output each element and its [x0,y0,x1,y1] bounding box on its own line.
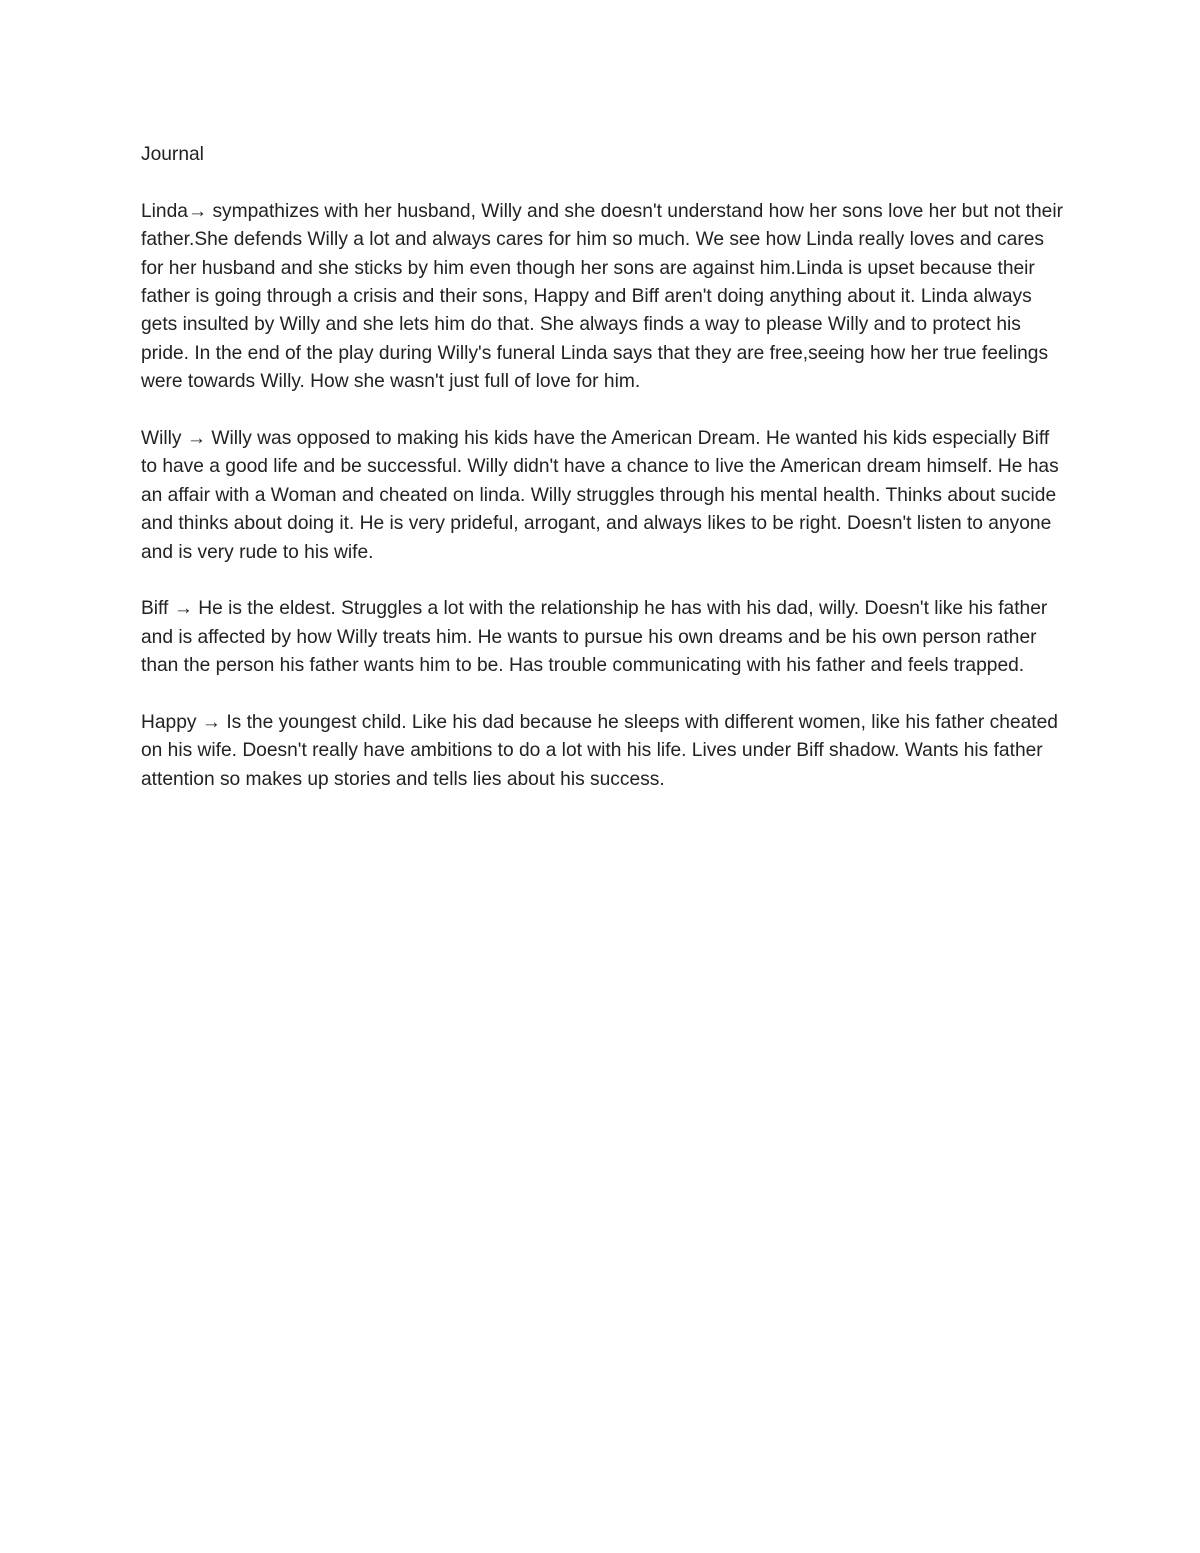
paragraph-willy: Willy → Willy was opposed to making his kids have the American Dream. He wanted his kids especially Biff to have a good life and be successful. Willy didn't have a chance to live the American dream himself. He has an affair with a Woman and cheated on linda. Willy struggles through his mental health. Thinks about sucide and thinks about doing it. He is very prideful, arrogant, and always likes to be right. Doesn't listen to anyone and is very rude to his wife. [141,428,1059,563]
paragraph-happy: Happy → Is the youngest child. Like his dad because he sleeps with different women, like his father cheated on his wife. Doesn't really have ambitions to do a lot with his life. Lives under Biff shadow. Wants his father attention so makes up stories and tells lies about his success. [141,712,1058,790]
paragraph-linda: Linda→ sympathizes with her husband, Willy and she doesn't understand how her sons love her but not their father.She defends Willy a lot and always cares for him so much. We see how Linda really loves and cares for her husband and she sticks by him even though her sons are against him.Linda is upset because their father is going through a crisis and their sons, Happy and Biff aren't doing anything about it. Linda always gets insulted by Willy and she lets him do that. She always finds a way to please Willy and to protect his pride. In the end of the play during Willy's funeral Linda says that they are free,seeing how her true feelings were towards Willy. How she wasn't just full of love for him. [141,200,1063,393]
paragraph-biff: Biff → He is the eldest. Struggles a lot with the relationship he has with his dad, willy. Doesn't like his father and is affected by how Willy treats him. He wants to pursue his own dreams and be his own person rather than the person his father wants him to be. Has trouble communicating with his father and feels trapped. [141,598,1048,677]
document-title: Journal [141,144,204,165]
document-body [141,141,1066,823]
